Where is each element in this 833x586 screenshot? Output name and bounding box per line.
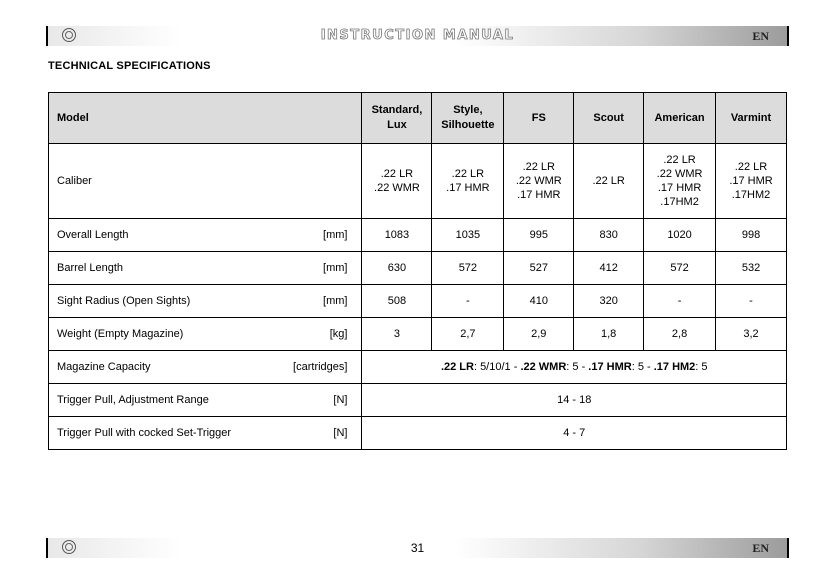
table-row — [49, 219, 787, 252]
model-name-line: Standard, — [371, 104, 423, 116]
magazine-count: : 5 — [566, 361, 579, 373]
table-cell: 998 — [716, 219, 787, 252]
table-cell: 410 — [504, 285, 574, 318]
magazine-caliber: .17 HMR — [588, 361, 632, 373]
table-cell: 3,2 — [716, 318, 787, 351]
table-cell: 572 — [432, 252, 504, 285]
model-header-cell — [644, 93, 716, 144]
table-cell: 412 — [574, 252, 644, 285]
footer-bar — [46, 538, 789, 558]
caliber-value: .22 WMR — [656, 168, 703, 180]
table-row — [49, 285, 787, 318]
table-cell: 830 — [574, 219, 644, 252]
caliber-label: Caliber — [49, 144, 362, 219]
model-header-cell — [574, 93, 644, 144]
table-cell: 2,9 — [504, 318, 574, 351]
table-cell: 1083 — [362, 219, 432, 252]
table-cell: 2,8 — [644, 318, 716, 351]
table-cell: 572 — [644, 252, 716, 285]
row-unit: [kg] — [288, 318, 362, 351]
row-label: Barrel Length — [49, 252, 288, 285]
table-cell: 1035 — [432, 219, 504, 252]
table-cell: 630 — [362, 252, 432, 285]
model-name-line: Silhouette — [441, 119, 495, 131]
trigger-range-value: 14 - 18 — [362, 384, 787, 417]
caliber-value: .22 WMR — [374, 182, 420, 194]
table-cell: - — [644, 285, 716, 318]
caliber-value: .22 LR — [734, 161, 768, 173]
trigger-set-value: 4 - 7 — [362, 417, 787, 450]
section-title: TECHNICAL SPECIFICATIONS — [48, 60, 211, 72]
table-cell: - — [716, 285, 787, 318]
table-cell: 3 — [362, 318, 432, 351]
table-row — [49, 252, 787, 285]
row-label: Trigger Pull with cocked Set-Trigger — [49, 417, 288, 450]
caliber-row — [49, 144, 787, 219]
header-bar — [46, 26, 789, 46]
caliber-cell — [504, 144, 574, 219]
table-cell: 527 — [504, 252, 574, 285]
magazine-count: : 5/10/1 — [473, 361, 511, 373]
row-label: Weight (Empty Magazine) — [49, 318, 288, 351]
language-code: EN — [752, 541, 769, 555]
table-cell: - — [432, 285, 504, 318]
model-name-line: Style, — [453, 104, 483, 116]
model-name-line: Varmint — [730, 111, 772, 124]
caliber-value: .22 LR — [380, 168, 414, 180]
caliber-value: .17 HMR — [517, 189, 561, 201]
caliber-value: .17HM2 — [660, 196, 699, 208]
language-code: EN — [752, 29, 769, 43]
model-header-cell — [362, 93, 432, 144]
model-header-cell — [716, 93, 787, 144]
caliber-value: .22 LR — [451, 168, 485, 180]
caliber-cell — [574, 144, 644, 219]
caliber-value: .22 LR — [663, 154, 696, 166]
caliber-value: .17 HMR — [446, 182, 490, 194]
caliber-value: .17 HMR — [729, 175, 773, 187]
caliber-value: .22 WMR — [515, 175, 562, 187]
page-number: 31 — [410, 541, 425, 555]
table-cell: 532 — [716, 252, 787, 285]
row-label: Trigger Pull, Adjustment Range — [49, 384, 288, 417]
caliber-cell — [362, 144, 432, 219]
trigger-set-row — [49, 417, 787, 450]
model-header-cell — [504, 93, 574, 144]
magazine-count: : 5 — [695, 361, 708, 373]
row-label: Sight Radius (Open Sights) — [49, 285, 288, 318]
caliber-value: .17HM2 — [731, 189, 771, 201]
row-unit: [N] — [288, 417, 362, 450]
caliber-value: .22 LR — [522, 161, 555, 173]
table-cell: 508 — [362, 285, 432, 318]
spec-table — [48, 92, 787, 450]
model-header: Model — [49, 93, 362, 144]
table-cell: 1020 — [644, 219, 716, 252]
caliber-cell — [644, 144, 716, 219]
magazine-row — [49, 351, 787, 384]
row-unit: [mm] — [288, 219, 362, 252]
manual-title: INSTRUCTION MANUAL — [320, 28, 515, 43]
model-name-line: FS — [531, 111, 546, 124]
row-unit: [N] — [288, 384, 362, 417]
magazine-count: : 5 — [631, 361, 644, 373]
row-unit: [cartridges] — [288, 351, 362, 384]
table-cell: 995 — [504, 219, 574, 252]
table-cell: 320 — [574, 285, 644, 318]
row-unit: [mm] — [288, 285, 362, 318]
magazine-capacity-cell: .22 LR: 5/10/1 - .22 WMR: 5 - .17 HMR: 5 - .17 HM2: 5 — [362, 351, 787, 384]
model-name-line: American — [654, 111, 705, 124]
table-header-row — [49, 93, 787, 144]
row-label: Magazine Capacity — [49, 351, 288, 384]
model-header-cell — [432, 93, 504, 144]
row-label: Overall Length — [49, 219, 288, 252]
caliber-cell — [432, 144, 504, 219]
caliber-cell — [716, 144, 787, 219]
row-unit: [mm] — [288, 252, 362, 285]
model-name-line: Scout — [593, 111, 624, 124]
table-cell: 1,8 — [574, 318, 644, 351]
magazine-caliber: .22 LR — [440, 361, 474, 373]
magazine-caliber: .17 HM2 — [653, 361, 696, 373]
table-row — [49, 318, 787, 351]
table-cell: 2,7 — [432, 318, 504, 351]
caliber-value: .17 HMR — [657, 182, 702, 194]
model-name-line: Lux — [387, 119, 407, 131]
trigger-range-row — [49, 384, 787, 417]
caliber-value: .22 LR — [592, 175, 625, 187]
magazine-caliber: .22 WMR — [520, 361, 567, 373]
